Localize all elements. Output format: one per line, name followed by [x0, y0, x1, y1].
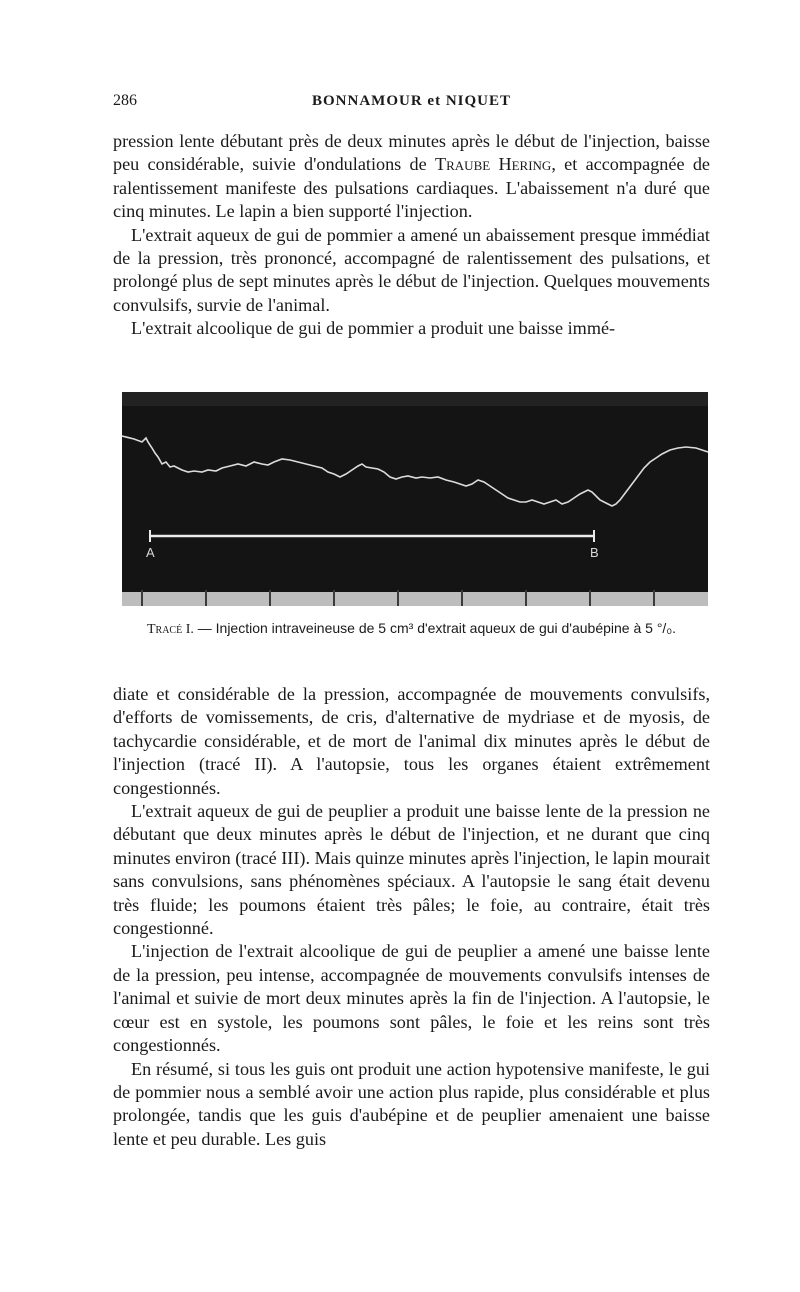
kymograph-tracing	[122, 392, 708, 606]
author-name-traube-hering: Traube Hering	[435, 154, 552, 175]
paragraph-4: L'extrait aqueux de gui de peuplier a produit une baisse lente de la pression ne débutant que deux minutes après le début de l'injection, et ne durant que cinq minutes environ (tracé III). Mais quinze minutes après l'injection, le lapin mourait sans convulsions, sans phénomènes spéciaux. A l'autopsie le sang était devenu très fluide; les poumons étaient très pâles; le foie, au contraire, était très congestionné.	[113, 801, 710, 939]
figure-caption-label: Tracé I.	[146, 622, 194, 637]
page-number: 286	[113, 92, 137, 109]
marker-b-label: B	[590, 545, 599, 560]
pressure-tracing-figure	[122, 392, 708, 606]
paragraph-3-start: L'extrait alcoolique de gui de pommier a produit une baisse immé-	[131, 318, 616, 339]
time-signal-band	[122, 592, 708, 606]
paragraph-3-continued: diate et considérable de la pression, accompagnée de mouvements convulsifs, d'efforts de vomissements, de cris, d'alternative de mydriase et de myosis, de tachycardie considérable, et de mort de l'animal dix minutes après le début de l'injection (tracé II). A l'autopsie, tous les organes étaient extrêmement congestionnés.	[113, 684, 710, 798]
figure-top-band	[122, 392, 708, 406]
figure-caption	[113, 620, 710, 638]
paragraph-6: En résumé, si tous les guis ont produit une action hypotensive manifeste, le gui de pommier nous a semblé avoir une action plus rapide, plus considérable et plus prolongée, tandis que les guis d'aubépine et de peuplier amenaient une baisse lente et peu durable. Les guis	[113, 1058, 710, 1149]
text-block-top	[113, 130, 710, 341]
paragraph-1-end: , et accompagnée de ralentissement manifeste des pulsations cardiaques. L'abaissement n'a duré que cinq minutes. Le lapin a bien supporté l'injection.	[113, 154, 710, 222]
text-block-bottom	[113, 683, 710, 1151]
marker-a-label: A	[146, 545, 155, 560]
running-head	[113, 90, 710, 112]
figure-caption-text: — Injection intraveineuse de 5 cm³ d'extrait aqueux de gui d'aubépine à 5 °/₀.	[193, 620, 677, 636]
paragraph-2: L'extrait aqueux de gui de pommier a amené un abaissement presque immédiat de la pression, très prononcé, accompagné de ralentissement des pulsations, et prolongé plus de sept minutes après le début de l'injection. Quelques mouvements convulsifs, survie de l'animal.	[113, 224, 710, 315]
running-title: BONNAMOUR et NIQUET	[312, 93, 511, 109]
paragraph-1-start: pression lente débutant près de deux minutes après le début de l'injection, baisse peu considérable, suivie d'ondulations de	[113, 131, 710, 175]
paragraph-1	[113, 130, 710, 224]
paragraph-5: L'injection de l'extrait alcoolique de gui de peuplier a amené une baisse lente de la pression, peu intense, accompagnée de mouvements convulsifs intenses de l'animal et suivie de mort deux minutes après la fin de l'injection. A l'autopsie, le cœur est en systole, les poumons sont pâles, le foie et les reins sont très congestionnés.	[113, 941, 710, 1056]
